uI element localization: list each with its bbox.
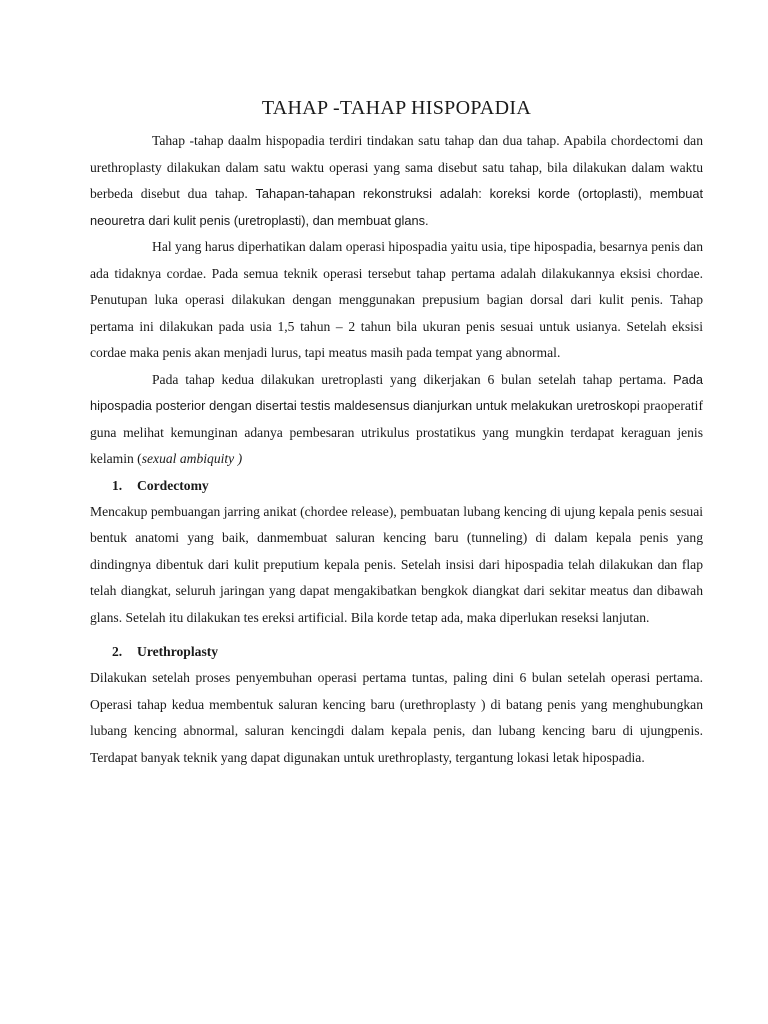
section-body-cordectomy: Mencakup pembuangan jarring anikat (chordee release), pembuatan lubang kencing di ujung kepala penis sesuai bentuk anatomi yang baik, danmembuat saluran kencing baru (tunneling) di dalam kepala penis yang dindingnya dibentuk dari kulit preputium kepala penis. Setelah insisi dari hipospadia telah dilakukan dan flap telah diangkat, seluruh jaringan yang dapat mengakibatkan bengkok diangkat dari sekitar meatus dan dibawah glans. Setelah itu dilakukan tes ereksi artificial. Bila korde tetap ada, maka diperlukan reseksi lanjutan. <box>90 503 703 625</box>
paragraph-text: Tahap -tahap daalm hispopadia terdiri tindakan satu tahap dan dua tahap. Apabila chordectomi dan urethroplasty dilakukan dalam satu waktu operasi yang sama disebut satu tahap, bila dilakukan dalam waktu berbeda disebut dua tahap. <box>90 133 703 201</box>
document-body <box>90 94 703 771</box>
paragraph-italic-text: sexual ambiquity ) <box>141 451 243 466</box>
paragraph-second-stage <box>90 367 703 473</box>
section-body-urethroplasty: Dilakukan setelah proses penyembuhan operasi pertama tuntas, paling dini 6 bulan setelah operasi pertama. Operasi tahap kedua membentuk saluran kencing baru (urethroplasty ) di batang penis yang menghubungkan lubang kencing abnormal, saluran kencingdi dalam kepala penis, dan lubang kencing baru di ujungpenis. Terdapat banyak teknik yang dapat digunakan untuk urethroplasty, tergantung lokasi letak hipospadia. <box>90 670 703 765</box>
paragraph-stages-intro <box>90 128 703 234</box>
section-heading-cordectomy <box>90 473 703 499</box>
paragraph-considerations: Hal yang harus diperhatikan dalam operasi hipospadia yaitu usia, tipe hipospadia, besarnya penis dan ada tidaknya cordae. Pada semua teknik operasi tersebut tahap pertama adalah dilakukannya eksisi chordae. Penutupan luka operasi dilakukan dengan menggunakan prepusium bagian dorsal dari kulit penis. Tahap pertama ini dilakukan pada usia 1,5 tahun – 2 tahun bila ukuran penis sesuai untuk usianya. Setelah eksisi cordae maka penis akan menjadi lurus, tapi meatus masih pada tempat yang abnormal. <box>90 239 703 360</box>
section-title: Urethroplasty <box>137 644 219 659</box>
page-title: TAHAP -TAHAP HISPOPADIA <box>261 97 532 119</box>
paragraph-text: Pada tahap kedua dilakukan uretroplasti yang dikerjakan 6 bulan setelah tahap pertama. <box>152 371 674 387</box>
section-number: 2. <box>112 644 123 659</box>
paragraph-text-sans: Pada hipospadia posterior dengan disertai testis maldesensus dianjurkan untuk melakukan uretroskopi <box>90 371 703 413</box>
section-title: Cordectomy <box>137 477 209 493</box>
section-number: 1. <box>112 477 123 493</box>
paragraph-text: praoperatif guna melihat kemunginan adanya pembesaran utrikulus prostatikus yang mungkin terdapat keraguan jenis kelamin ( <box>90 398 703 466</box>
section-heading-urethroplasty <box>90 639 703 665</box>
paragraph-text-sans: Tahapan-tahapan rekonstruksi adalah: koreksi korde (ortoplasti), membuat neouretra dari kulit penis (uretroplasti), dan membuat glans. <box>90 186 704 228</box>
